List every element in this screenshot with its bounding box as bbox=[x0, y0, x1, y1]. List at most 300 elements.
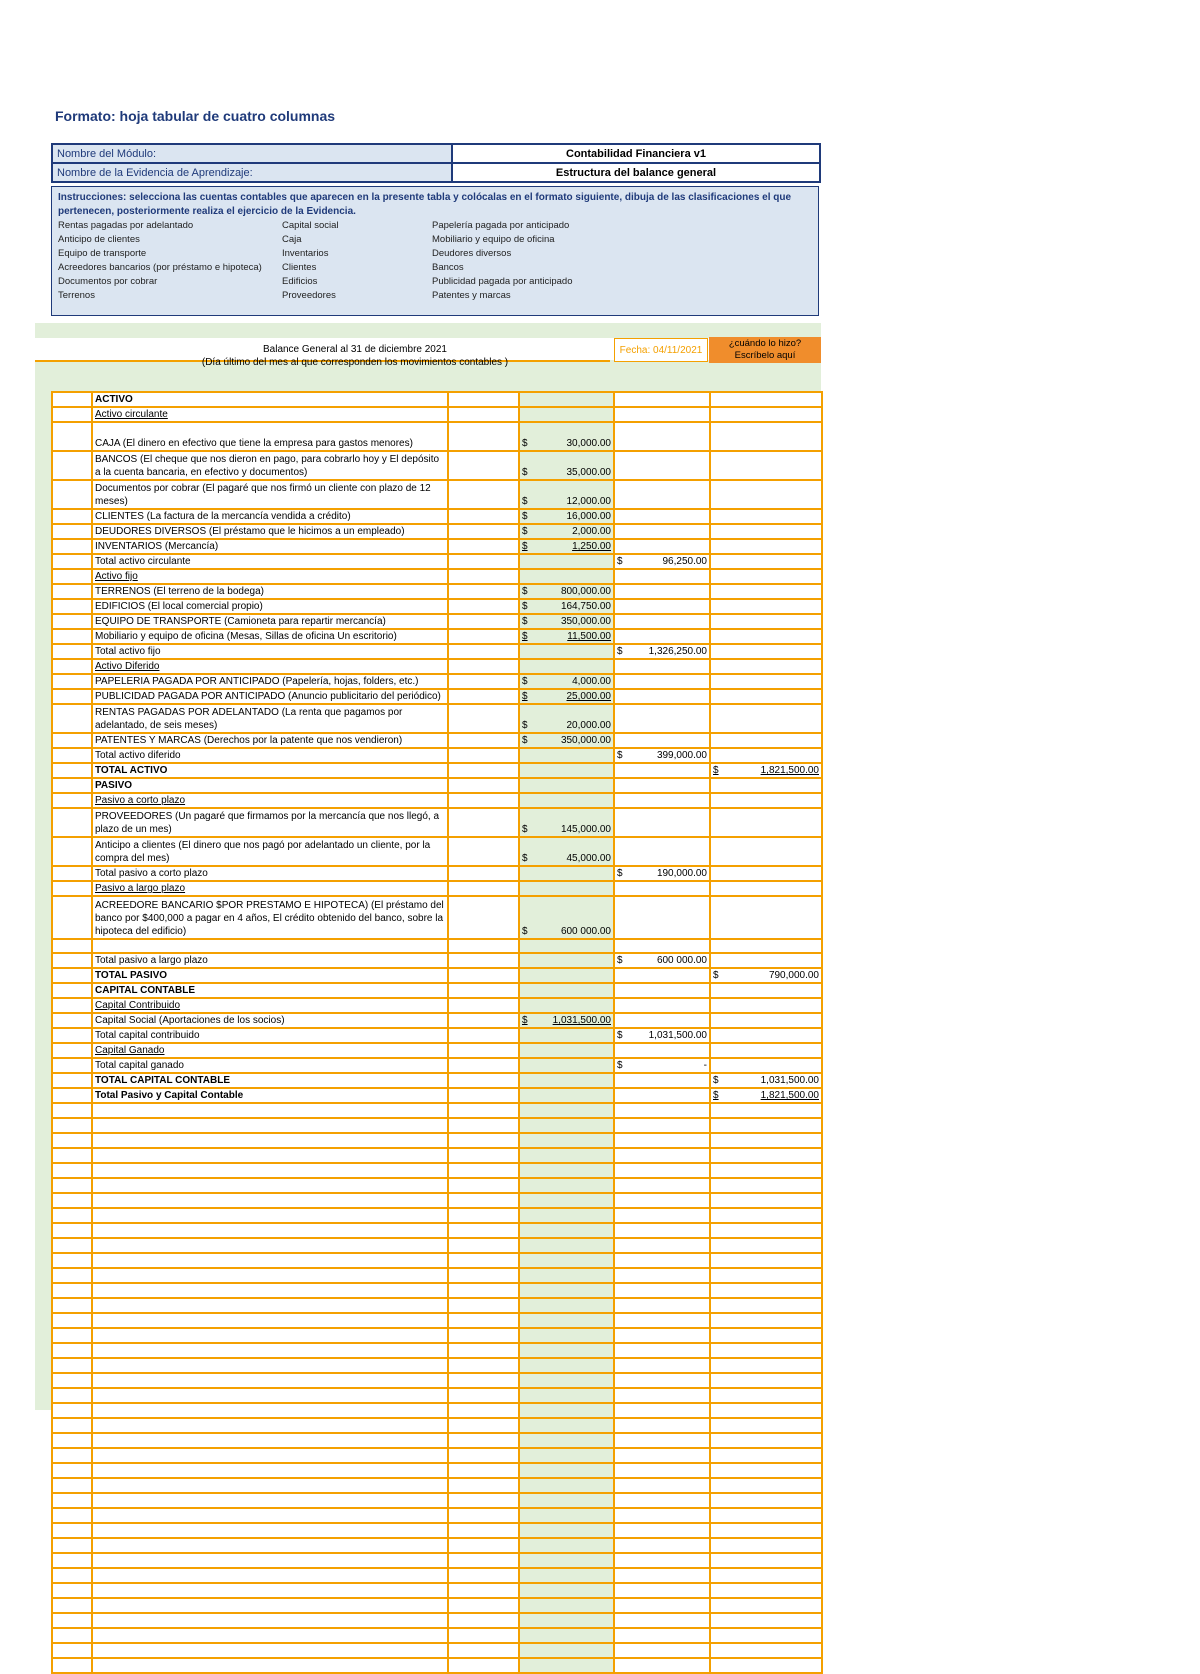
total-cell[interactable] bbox=[710, 422, 822, 451]
evidencia-value[interactable]: Estructura del balance general bbox=[452, 163, 820, 182]
total-cell[interactable] bbox=[710, 1373, 822, 1388]
total-cell[interactable] bbox=[710, 614, 822, 629]
total-cell[interactable] bbox=[710, 554, 822, 569]
account-cell[interactable] bbox=[92, 953, 448, 968]
row-margin-cell[interactable] bbox=[52, 451, 92, 480]
account-cell[interactable] bbox=[92, 1013, 448, 1028]
subtotal-cell[interactable] bbox=[614, 1103, 710, 1118]
account-cell[interactable] bbox=[92, 629, 448, 644]
detail-amount-cell[interactable] bbox=[519, 1283, 614, 1298]
detail-amount-cell[interactable] bbox=[519, 953, 614, 968]
account-cell[interactable] bbox=[92, 1208, 448, 1223]
blank-cell[interactable] bbox=[448, 599, 519, 614]
subtotal-cell[interactable] bbox=[614, 1388, 710, 1403]
total-cell[interactable] bbox=[710, 1583, 822, 1598]
subtotal-cell[interactable] bbox=[614, 733, 710, 748]
subtotal-cell[interactable] bbox=[614, 968, 710, 983]
account-cell[interactable] bbox=[92, 554, 448, 569]
detail-amount-cell[interactable] bbox=[519, 1448, 614, 1463]
account-cell[interactable] bbox=[92, 1148, 448, 1163]
row-margin-cell[interactable] bbox=[52, 1178, 92, 1193]
account-cell[interactable] bbox=[92, 1343, 448, 1358]
total-cell[interactable] bbox=[710, 1268, 822, 1283]
subtotal-cell[interactable] bbox=[614, 614, 710, 629]
row-margin-cell[interactable] bbox=[52, 1433, 92, 1448]
subtotal-cell[interactable] bbox=[614, 939, 710, 953]
total-cell[interactable] bbox=[710, 509, 822, 524]
subtotal-cell[interactable] bbox=[614, 509, 710, 524]
blank-cell[interactable] bbox=[448, 1088, 519, 1103]
account-cell[interactable] bbox=[92, 451, 448, 480]
detail-amount-cell[interactable] bbox=[519, 837, 614, 866]
subtotal-cell[interactable] bbox=[614, 1253, 710, 1268]
row-margin-cell[interactable] bbox=[52, 1643, 92, 1658]
subtotal-cell[interactable] bbox=[614, 539, 710, 554]
subtotal-cell[interactable] bbox=[614, 1073, 710, 1088]
account-cell[interactable] bbox=[92, 763, 448, 778]
detail-amount-cell[interactable] bbox=[519, 1583, 614, 1598]
account-cell[interactable] bbox=[92, 808, 448, 837]
row-margin-cell[interactable] bbox=[52, 1103, 92, 1118]
row-margin-cell[interactable] bbox=[52, 1073, 92, 1088]
account-cell[interactable] bbox=[92, 1553, 448, 1568]
row-margin-cell[interactable] bbox=[52, 1508, 92, 1523]
account-cell[interactable] bbox=[92, 968, 448, 983]
row-margin-cell[interactable] bbox=[52, 1193, 92, 1208]
blank-cell[interactable] bbox=[448, 983, 519, 998]
row-margin-cell[interactable] bbox=[52, 808, 92, 837]
detail-amount-cell[interactable] bbox=[519, 1103, 614, 1118]
account-cell[interactable] bbox=[92, 1073, 448, 1088]
row-margin-cell[interactable] bbox=[52, 1523, 92, 1538]
total-cell[interactable] bbox=[710, 1073, 822, 1088]
blank-cell[interactable] bbox=[448, 1523, 519, 1538]
detail-amount-cell[interactable] bbox=[519, 733, 614, 748]
total-cell[interactable] bbox=[710, 1343, 822, 1358]
subtotal-cell[interactable] bbox=[614, 1568, 710, 1583]
row-margin-cell[interactable] bbox=[52, 1463, 92, 1478]
total-cell[interactable] bbox=[710, 1223, 822, 1238]
row-margin-cell[interactable] bbox=[52, 1343, 92, 1358]
row-margin-cell[interactable] bbox=[52, 837, 92, 866]
row-margin-cell[interactable] bbox=[52, 1328, 92, 1343]
detail-amount-cell[interactable] bbox=[519, 1463, 614, 1478]
subtotal-cell[interactable] bbox=[614, 808, 710, 837]
row-margin-cell[interactable] bbox=[52, 1658, 92, 1673]
subtotal-cell[interactable] bbox=[614, 1118, 710, 1133]
account-cell[interactable] bbox=[92, 392, 448, 407]
detail-amount-cell[interactable] bbox=[519, 1073, 614, 1088]
total-cell[interactable] bbox=[710, 1448, 822, 1463]
row-margin-cell[interactable] bbox=[52, 480, 92, 509]
total-cell[interactable] bbox=[710, 1103, 822, 1118]
account-cell[interactable] bbox=[92, 689, 448, 704]
blank-cell[interactable] bbox=[448, 1118, 519, 1133]
row-margin-cell[interactable] bbox=[52, 1298, 92, 1313]
blank-cell[interactable] bbox=[448, 778, 519, 793]
row-margin-cell[interactable] bbox=[52, 1088, 92, 1103]
detail-amount-cell[interactable] bbox=[519, 748, 614, 763]
blank-cell[interactable] bbox=[448, 1418, 519, 1433]
subtotal-cell[interactable] bbox=[614, 1418, 710, 1433]
account-cell[interactable] bbox=[92, 1643, 448, 1658]
subtotal-cell[interactable] bbox=[614, 1613, 710, 1628]
subtotal-cell[interactable] bbox=[614, 896, 710, 939]
blank-cell[interactable] bbox=[448, 1643, 519, 1658]
account-cell[interactable] bbox=[92, 1388, 448, 1403]
account-cell[interactable] bbox=[92, 407, 448, 422]
total-cell[interactable] bbox=[710, 1418, 822, 1433]
account-cell[interactable] bbox=[92, 1088, 448, 1103]
account-cell[interactable] bbox=[92, 1028, 448, 1043]
total-cell[interactable] bbox=[710, 1178, 822, 1193]
blank-cell[interactable] bbox=[448, 1043, 519, 1058]
subtotal-cell[interactable] bbox=[614, 837, 710, 866]
detail-amount-cell[interactable] bbox=[519, 1343, 614, 1358]
account-cell[interactable] bbox=[92, 480, 448, 509]
blank-cell[interactable] bbox=[448, 1178, 519, 1193]
detail-amount-cell[interactable] bbox=[519, 1403, 614, 1418]
account-cell[interactable] bbox=[92, 1538, 448, 1553]
blank-cell[interactable] bbox=[448, 1388, 519, 1403]
account-cell[interactable] bbox=[92, 1313, 448, 1328]
total-cell[interactable] bbox=[710, 451, 822, 480]
subtotal-cell[interactable] bbox=[614, 1463, 710, 1478]
row-margin-cell[interactable] bbox=[52, 983, 92, 998]
blank-cell[interactable] bbox=[448, 1343, 519, 1358]
detail-amount-cell[interactable] bbox=[519, 1478, 614, 1493]
blank-cell[interactable] bbox=[448, 674, 519, 689]
row-margin-cell[interactable] bbox=[52, 1493, 92, 1508]
detail-amount-cell[interactable] bbox=[519, 983, 614, 998]
detail-amount-cell[interactable] bbox=[519, 939, 614, 953]
detail-amount-cell[interactable] bbox=[519, 1043, 614, 1058]
total-cell[interactable] bbox=[710, 407, 822, 422]
blank-cell[interactable] bbox=[448, 793, 519, 808]
subtotal-cell[interactable] bbox=[614, 1493, 710, 1508]
total-cell[interactable] bbox=[710, 1523, 822, 1538]
account-cell[interactable] bbox=[92, 614, 448, 629]
detail-amount-cell[interactable] bbox=[519, 1553, 614, 1568]
total-cell[interactable] bbox=[710, 1238, 822, 1253]
row-margin-cell[interactable] bbox=[52, 1373, 92, 1388]
row-margin-cell[interactable] bbox=[52, 599, 92, 614]
detail-amount-cell[interactable] bbox=[519, 674, 614, 689]
detail-amount-cell[interactable] bbox=[519, 866, 614, 881]
row-margin-cell[interactable] bbox=[52, 1223, 92, 1238]
blank-cell[interactable] bbox=[448, 629, 519, 644]
blank-cell[interactable] bbox=[448, 704, 519, 733]
blank-cell[interactable] bbox=[448, 763, 519, 778]
total-cell[interactable] bbox=[710, 778, 822, 793]
detail-amount-cell[interactable] bbox=[519, 539, 614, 554]
detail-amount-cell[interactable] bbox=[519, 778, 614, 793]
row-margin-cell[interactable] bbox=[52, 614, 92, 629]
row-margin-cell[interactable] bbox=[52, 1013, 92, 1028]
detail-amount-cell[interactable] bbox=[519, 569, 614, 584]
account-cell[interactable] bbox=[92, 1163, 448, 1178]
blank-cell[interactable] bbox=[448, 1253, 519, 1268]
subtotal-cell[interactable] bbox=[614, 763, 710, 778]
blank-cell[interactable] bbox=[448, 748, 519, 763]
account-cell[interactable] bbox=[92, 539, 448, 554]
total-cell[interactable] bbox=[710, 953, 822, 968]
detail-amount-cell[interactable] bbox=[519, 704, 614, 733]
blank-cell[interactable] bbox=[448, 1133, 519, 1148]
detail-amount-cell[interactable] bbox=[519, 1628, 614, 1643]
blank-cell[interactable] bbox=[448, 881, 519, 896]
total-cell[interactable] bbox=[710, 998, 822, 1013]
subtotal-cell[interactable] bbox=[614, 1088, 710, 1103]
row-margin-cell[interactable] bbox=[52, 881, 92, 896]
row-margin-cell[interactable] bbox=[52, 1403, 92, 1418]
total-cell[interactable] bbox=[710, 1328, 822, 1343]
row-margin-cell[interactable] bbox=[52, 968, 92, 983]
subtotal-cell[interactable] bbox=[614, 407, 710, 422]
total-cell[interactable] bbox=[710, 1628, 822, 1643]
subtotal-cell[interactable] bbox=[614, 1013, 710, 1028]
detail-amount-cell[interactable] bbox=[519, 644, 614, 659]
blank-cell[interactable] bbox=[448, 569, 519, 584]
subtotal-cell[interactable] bbox=[614, 480, 710, 509]
total-cell[interactable] bbox=[710, 539, 822, 554]
total-cell[interactable] bbox=[710, 1613, 822, 1628]
subtotal-cell[interactable] bbox=[614, 1298, 710, 1313]
blank-cell[interactable] bbox=[448, 614, 519, 629]
blank-cell[interactable] bbox=[448, 1058, 519, 1073]
row-margin-cell[interactable] bbox=[52, 998, 92, 1013]
account-cell[interactable] bbox=[92, 1328, 448, 1343]
detail-amount-cell[interactable] bbox=[519, 554, 614, 569]
total-cell[interactable] bbox=[710, 866, 822, 881]
row-margin-cell[interactable] bbox=[52, 896, 92, 939]
total-cell[interactable] bbox=[710, 1538, 822, 1553]
account-cell[interactable] bbox=[92, 1628, 448, 1643]
detail-amount-cell[interactable] bbox=[519, 659, 614, 674]
subtotal-cell[interactable] bbox=[614, 983, 710, 998]
detail-amount-cell[interactable] bbox=[519, 1598, 614, 1613]
blank-cell[interactable] bbox=[448, 524, 519, 539]
total-cell[interactable] bbox=[710, 1208, 822, 1223]
blank-cell[interactable] bbox=[448, 1238, 519, 1253]
blank-cell[interactable] bbox=[448, 392, 519, 407]
account-cell[interactable] bbox=[92, 1373, 448, 1388]
detail-amount-cell[interactable] bbox=[519, 1118, 614, 1133]
cuando-cell[interactable] bbox=[709, 337, 821, 363]
blank-cell[interactable] bbox=[448, 407, 519, 422]
blank-cell[interactable] bbox=[448, 1268, 519, 1283]
detail-amount-cell[interactable] bbox=[519, 1358, 614, 1373]
detail-amount-cell[interactable] bbox=[519, 392, 614, 407]
row-margin-cell[interactable] bbox=[52, 554, 92, 569]
total-cell[interactable] bbox=[710, 763, 822, 778]
subtotal-cell[interactable] bbox=[614, 1583, 710, 1598]
row-margin-cell[interactable] bbox=[52, 1028, 92, 1043]
account-cell[interactable] bbox=[92, 1298, 448, 1313]
total-cell[interactable] bbox=[710, 1013, 822, 1028]
total-cell[interactable] bbox=[710, 1598, 822, 1613]
total-cell[interactable] bbox=[710, 659, 822, 674]
account-cell[interactable] bbox=[92, 1358, 448, 1373]
row-margin-cell[interactable] bbox=[52, 866, 92, 881]
row-margin-cell[interactable] bbox=[52, 1118, 92, 1133]
detail-amount-cell[interactable] bbox=[519, 998, 614, 1013]
detail-amount-cell[interactable] bbox=[519, 1298, 614, 1313]
subtotal-cell[interactable] bbox=[614, 1643, 710, 1658]
blank-cell[interactable] bbox=[448, 837, 519, 866]
row-margin-cell[interactable] bbox=[52, 659, 92, 674]
subtotal-cell[interactable] bbox=[614, 1658, 710, 1673]
row-margin-cell[interactable] bbox=[52, 1283, 92, 1298]
subtotal-cell[interactable] bbox=[614, 1343, 710, 1358]
row-margin-cell[interactable] bbox=[52, 1583, 92, 1598]
account-cell[interactable] bbox=[92, 674, 448, 689]
account-cell[interactable] bbox=[92, 1223, 448, 1238]
total-cell[interactable] bbox=[710, 896, 822, 939]
account-cell[interactable] bbox=[92, 1613, 448, 1628]
total-cell[interactable] bbox=[710, 1088, 822, 1103]
account-cell[interactable] bbox=[92, 1238, 448, 1253]
subtotal-cell[interactable] bbox=[614, 1043, 710, 1058]
account-cell[interactable] bbox=[92, 1178, 448, 1193]
subtotal-cell[interactable] bbox=[614, 659, 710, 674]
row-margin-cell[interactable] bbox=[52, 1448, 92, 1463]
total-cell[interactable] bbox=[710, 793, 822, 808]
blank-cell[interactable] bbox=[448, 808, 519, 837]
total-cell[interactable] bbox=[710, 1118, 822, 1133]
row-margin-cell[interactable] bbox=[52, 704, 92, 733]
subtotal-cell[interactable] bbox=[614, 524, 710, 539]
subtotal-cell[interactable] bbox=[614, 778, 710, 793]
blank-cell[interactable] bbox=[448, 1163, 519, 1178]
blank-cell[interactable] bbox=[448, 1373, 519, 1388]
total-cell[interactable] bbox=[710, 733, 822, 748]
row-margin-cell[interactable] bbox=[52, 763, 92, 778]
row-margin-cell[interactable] bbox=[52, 748, 92, 763]
blank-cell[interactable] bbox=[448, 554, 519, 569]
blank-cell[interactable] bbox=[448, 939, 519, 953]
subtotal-cell[interactable] bbox=[614, 1508, 710, 1523]
blank-cell[interactable] bbox=[448, 1598, 519, 1613]
subtotal-cell[interactable] bbox=[614, 1553, 710, 1568]
detail-amount-cell[interactable] bbox=[519, 451, 614, 480]
total-cell[interactable] bbox=[710, 881, 822, 896]
detail-amount-cell[interactable] bbox=[519, 1208, 614, 1223]
account-cell[interactable] bbox=[92, 509, 448, 524]
blank-cell[interactable] bbox=[448, 1538, 519, 1553]
row-margin-cell[interactable] bbox=[52, 629, 92, 644]
account-cell[interactable] bbox=[92, 1433, 448, 1448]
total-cell[interactable] bbox=[710, 569, 822, 584]
subtotal-cell[interactable] bbox=[614, 998, 710, 1013]
account-cell[interactable] bbox=[92, 704, 448, 733]
detail-amount-cell[interactable] bbox=[519, 1133, 614, 1148]
detail-amount-cell[interactable] bbox=[519, 808, 614, 837]
total-cell[interactable] bbox=[710, 1313, 822, 1328]
blank-cell[interactable] bbox=[448, 1313, 519, 1328]
subtotal-cell[interactable] bbox=[614, 1238, 710, 1253]
detail-amount-cell[interactable] bbox=[519, 1613, 614, 1628]
row-margin-cell[interactable] bbox=[52, 793, 92, 808]
detail-amount-cell[interactable] bbox=[519, 1658, 614, 1673]
total-cell[interactable] bbox=[710, 644, 822, 659]
blank-cell[interactable] bbox=[448, 1028, 519, 1043]
subtotal-cell[interactable] bbox=[614, 1538, 710, 1553]
total-cell[interactable] bbox=[710, 1643, 822, 1658]
account-cell[interactable] bbox=[92, 837, 448, 866]
row-margin-cell[interactable] bbox=[52, 1478, 92, 1493]
account-cell[interactable] bbox=[92, 422, 448, 451]
subtotal-cell[interactable] bbox=[614, 1403, 710, 1418]
account-cell[interactable] bbox=[92, 1118, 448, 1133]
blank-cell[interactable] bbox=[448, 1013, 519, 1028]
account-cell[interactable] bbox=[92, 1448, 448, 1463]
row-margin-cell[interactable] bbox=[52, 1628, 92, 1643]
account-cell[interactable] bbox=[92, 1253, 448, 1268]
account-cell[interactable] bbox=[92, 599, 448, 614]
row-margin-cell[interactable] bbox=[52, 1358, 92, 1373]
account-cell[interactable] bbox=[92, 1283, 448, 1298]
account-cell[interactable] bbox=[92, 659, 448, 674]
subtotal-cell[interactable] bbox=[614, 748, 710, 763]
account-cell[interactable] bbox=[92, 896, 448, 939]
detail-amount-cell[interactable] bbox=[519, 407, 614, 422]
subtotal-cell[interactable] bbox=[614, 1523, 710, 1538]
subtotal-cell[interactable] bbox=[614, 1178, 710, 1193]
blank-cell[interactable] bbox=[448, 1568, 519, 1583]
detail-amount-cell[interactable] bbox=[519, 1058, 614, 1073]
subtotal-cell[interactable] bbox=[614, 422, 710, 451]
detail-amount-cell[interactable] bbox=[519, 1088, 614, 1103]
blank-cell[interactable] bbox=[448, 998, 519, 1013]
total-cell[interactable] bbox=[710, 674, 822, 689]
account-cell[interactable] bbox=[92, 1598, 448, 1613]
row-margin-cell[interactable] bbox=[52, 644, 92, 659]
row-margin-cell[interactable] bbox=[52, 1268, 92, 1283]
subtotal-cell[interactable] bbox=[614, 569, 710, 584]
total-cell[interactable] bbox=[710, 1493, 822, 1508]
detail-amount-cell[interactable] bbox=[519, 614, 614, 629]
blank-cell[interactable] bbox=[448, 1583, 519, 1598]
subtotal-cell[interactable] bbox=[614, 881, 710, 896]
subtotal-cell[interactable] bbox=[614, 392, 710, 407]
blank-cell[interactable] bbox=[448, 733, 519, 748]
total-cell[interactable] bbox=[710, 1508, 822, 1523]
subtotal-cell[interactable] bbox=[614, 1433, 710, 1448]
blank-cell[interactable] bbox=[448, 953, 519, 968]
subtotal-cell[interactable] bbox=[614, 1268, 710, 1283]
account-cell[interactable] bbox=[92, 1403, 448, 1418]
subtotal-cell[interactable] bbox=[614, 674, 710, 689]
row-margin-cell[interactable] bbox=[52, 939, 92, 953]
account-cell[interactable] bbox=[92, 881, 448, 896]
row-margin-cell[interactable] bbox=[52, 1163, 92, 1178]
row-margin-cell[interactable] bbox=[52, 733, 92, 748]
total-cell[interactable] bbox=[710, 1058, 822, 1073]
row-margin-cell[interactable] bbox=[52, 1613, 92, 1628]
detail-amount-cell[interactable] bbox=[519, 1418, 614, 1433]
subtotal-cell[interactable] bbox=[614, 629, 710, 644]
subtotal-cell[interactable] bbox=[614, 1058, 710, 1073]
detail-amount-cell[interactable] bbox=[519, 1523, 614, 1538]
detail-amount-cell[interactable] bbox=[519, 1193, 614, 1208]
detail-amount-cell[interactable] bbox=[519, 1253, 614, 1268]
total-cell[interactable] bbox=[710, 629, 822, 644]
row-margin-cell[interactable] bbox=[52, 1568, 92, 1583]
total-cell[interactable] bbox=[710, 1568, 822, 1583]
detail-amount-cell[interactable] bbox=[519, 1508, 614, 1523]
detail-amount-cell[interactable] bbox=[519, 763, 614, 778]
